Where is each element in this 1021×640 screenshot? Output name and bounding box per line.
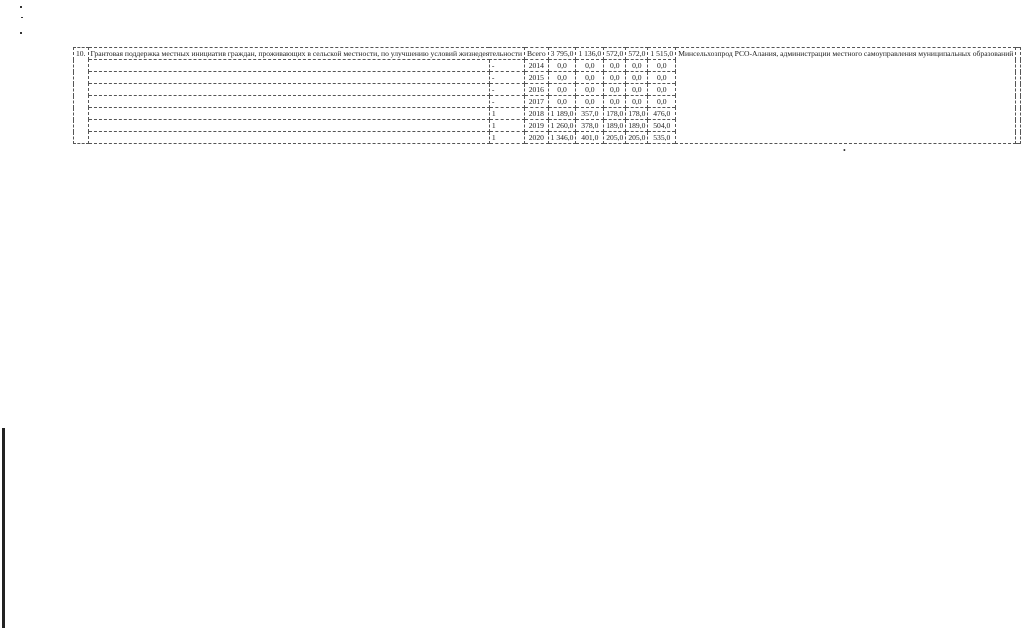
year-v5: 476,0 (648, 108, 676, 120)
year: 2020 (525, 132, 549, 144)
year-v4: 189,0 (626, 120, 648, 132)
year: 2018 (525, 108, 549, 120)
scan-speck (21, 17, 23, 18)
subrow-mark: - (489, 96, 524, 108)
year-v4: 0,0 (626, 84, 648, 96)
scan-speck: • (843, 146, 846, 155)
row-number: 10. (74, 48, 89, 144)
subrow-blank (88, 84, 489, 96)
year-v2: 357,0 (576, 108, 604, 120)
year-v5: 0,0 (648, 96, 676, 108)
total-v1: 3 795,0 (548, 48, 576, 60)
year-v5: 0,0 (648, 60, 676, 72)
subrow-mark: 1 (489, 108, 524, 120)
year-v5: 535,0 (648, 132, 676, 144)
scan-edge-line (2, 428, 5, 628)
year-v3: 0,0 (604, 96, 626, 108)
empty-column (1016, 48, 1021, 144)
year-v1: 1 346,0 (548, 132, 576, 144)
year-v4: 0,0 (626, 60, 648, 72)
year-v2: 0,0 (576, 60, 604, 72)
year-v3: 0,0 (604, 84, 626, 96)
year: 2019 (525, 120, 549, 132)
year-v3: 189,0 (604, 120, 626, 132)
year-v1: 0,0 (548, 60, 576, 72)
year-v2: 0,0 (576, 84, 604, 96)
year-v1: 1 189,0 (548, 108, 576, 120)
year-v3: 0,0 (604, 72, 626, 84)
scan-speck (20, 32, 22, 34)
subrow-mark: - (489, 84, 524, 96)
year-v5: 0,0 (648, 72, 676, 84)
subrow-blank (88, 108, 489, 120)
year-v2: 378,0 (576, 120, 604, 132)
subrow-mark: - (489, 72, 524, 84)
year-v1: 0,0 (548, 72, 576, 84)
year-v1: 1 260,0 (548, 120, 576, 132)
year-v2: 401,0 (576, 132, 604, 144)
measure-name: Грантовая поддержка местных инициатив граждан, проживающих в сельской местности, по улучшению условий жизнедеятельности (88, 48, 525, 60)
program-table (73, 47, 1021, 144)
year-v3: 0,0 (604, 60, 626, 72)
subrow-blank (88, 60, 489, 72)
year: 2014 (525, 60, 549, 72)
subrow-blank (88, 120, 489, 132)
total-v5: 1 515,0 (648, 48, 676, 60)
year-v4: 0,0 (626, 72, 648, 84)
executor: Минсельхозпрод РСО-Алания, администрации местного самоуправления муниципальных образований (676, 48, 1016, 144)
subrow-blank (88, 96, 489, 108)
year-v1: 0,0 (548, 96, 576, 108)
year-v2: 0,0 (576, 72, 604, 84)
year-v4: 0,0 (626, 96, 648, 108)
subrow-blank (88, 132, 489, 144)
year-v3: 205,0 (604, 132, 626, 144)
year-v5: 504,0 (648, 120, 676, 132)
subrow-blank (88, 72, 489, 84)
total-v2: 1 136,0 (576, 48, 604, 60)
year-v2: 0,0 (576, 96, 604, 108)
year-v4: 205,0 (626, 132, 648, 144)
year: 2017 (525, 96, 549, 108)
scan-speck (20, 6, 22, 8)
total-v3: 572,0 (604, 48, 626, 60)
total-label: Всего (525, 48, 549, 60)
year: 2015 (525, 72, 549, 84)
year: 2016 (525, 84, 549, 96)
table-row-total (74, 48, 1021, 60)
subrow-mark: - (489, 60, 524, 72)
year-v5: 0,0 (648, 84, 676, 96)
total-v4: 572,0 (626, 48, 648, 60)
year-v1: 0,0 (548, 84, 576, 96)
year-v3: 178,0 (604, 108, 626, 120)
subrow-mark: 1 (489, 132, 524, 144)
subrow-mark: 1 (489, 120, 524, 132)
year-v4: 178,0 (626, 108, 648, 120)
